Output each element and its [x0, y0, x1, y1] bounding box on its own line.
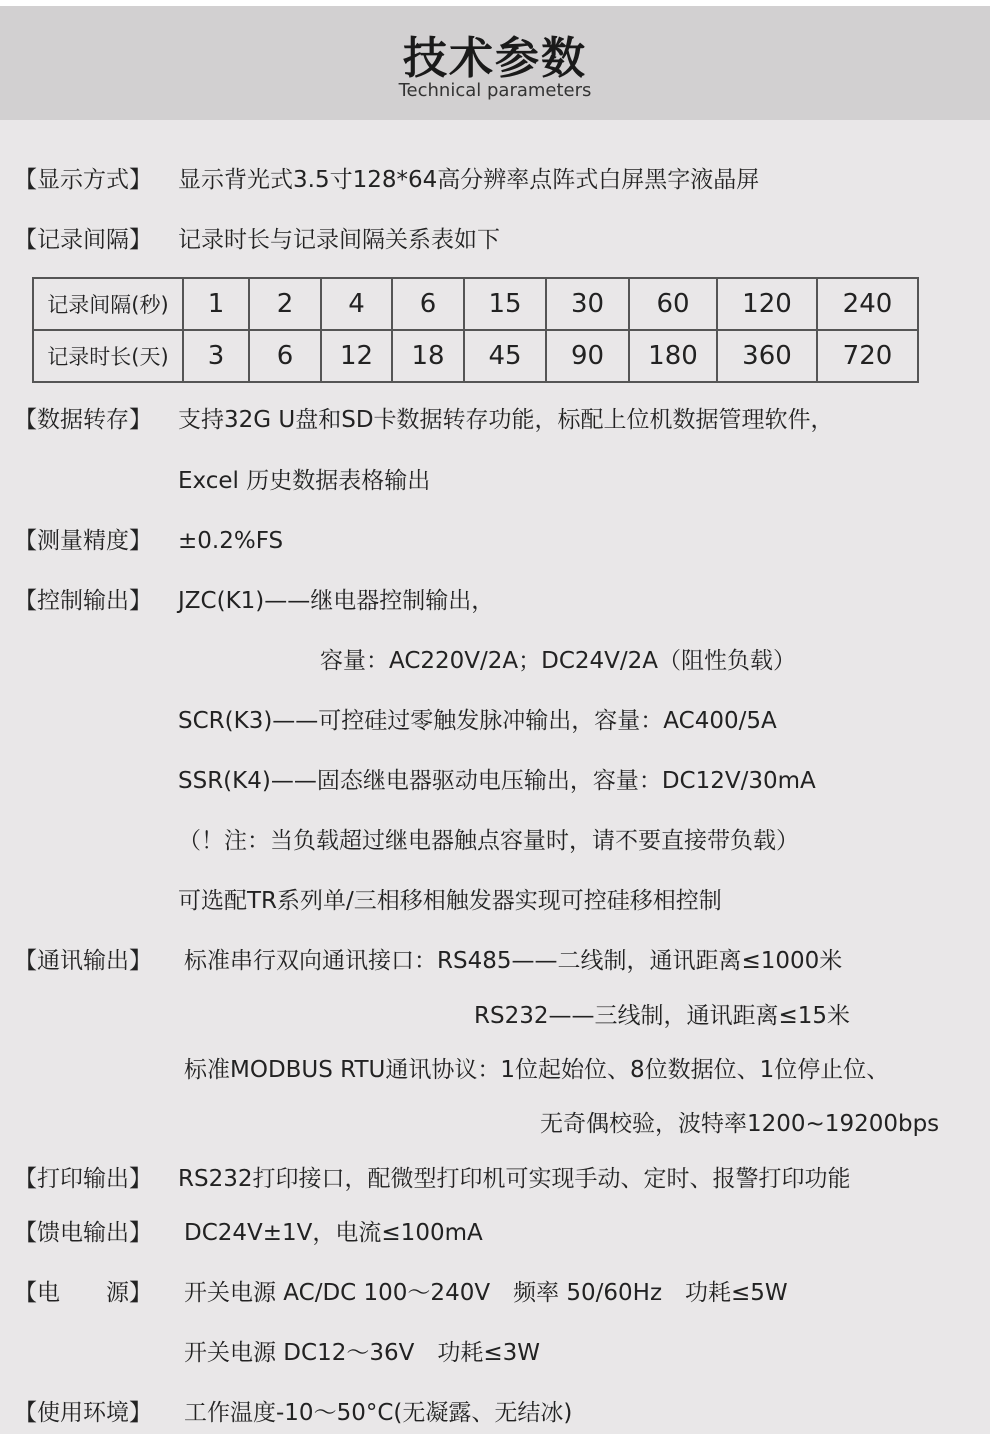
- interval-value: 记录时长与记录间隔关系表如下: [178, 227, 500, 253]
- storage-line: 支持32G U盘和SD卡数据转存功能，标配上位机数据管理软件，: [178, 407, 834, 433]
- table-cell: 90: [546, 330, 629, 382]
- table-row: [33, 278, 918, 330]
- table-cell: 2: [249, 278, 321, 330]
- control-line: 容量：AC220V/2A；DC24V/2A（阻性负载）: [320, 648, 797, 674]
- storage-label: 【数据转存】: [14, 407, 152, 433]
- control-line: SCR(K3)——可控硅过零触发脉冲输出，容量：AC400/5A: [178, 708, 777, 734]
- table-cell: 240: [817, 278, 918, 330]
- display-value: 显示背光式3.5寸128*64高分辨率点阵式白屏黑字液晶屏: [178, 167, 760, 193]
- print-label: 【打印输出】: [14, 1166, 152, 1192]
- table-row: [33, 330, 918, 382]
- feed-value: DC24V±1V，电流≤100mA: [184, 1220, 483, 1246]
- table-cell: 6: [392, 278, 464, 330]
- table-cell: 18: [392, 330, 464, 382]
- control-line: SSR(K4)——固态继电器驱动电压输出，容量：DC12V/30mA: [178, 768, 816, 794]
- env-label: 【使用环境】: [14, 1400, 152, 1426]
- row-header: 记录间隔(秒): [33, 278, 183, 330]
- comm-line: 无奇偶校验，波特率1200~19200bps: [540, 1111, 940, 1137]
- comm-line: RS232——三线制，通讯距离≤15米: [474, 1003, 851, 1029]
- table-cell: 45: [464, 330, 546, 382]
- storage-line: Excel 历史数据表格输出: [178, 468, 431, 494]
- interval-label: 【记录间隔】: [14, 227, 152, 253]
- comm-label: 【通讯输出】: [14, 948, 152, 974]
- table-cell: 360: [717, 330, 817, 382]
- table-cell: 180: [629, 330, 717, 382]
- page-title: 技术参数: [403, 33, 587, 84]
- accuracy-label: 【测量精度】: [14, 528, 152, 554]
- interval-duration-table: [32, 277, 919, 383]
- power-line: 开关电源 DC12～36V 功耗≤3W: [184, 1340, 540, 1366]
- control-line: （！注：当负载超过继电器触点容量时，请不要直接带负载）: [178, 828, 799, 854]
- feed-label: 【馈电输出】: [14, 1220, 152, 1246]
- control-line: 可选配TR系列单/三相移相触发器实现可控硅移相控制: [178, 888, 722, 914]
- comm-line: 标准MODBUS RTU通讯协议：1位起始位、8位数据位、1位停止位、: [184, 1057, 890, 1083]
- table-cell: 1: [183, 278, 249, 330]
- page-subtitle: Technical parameters: [398, 80, 592, 101]
- table-cell: 12: [321, 330, 392, 382]
- table-cell: 720: [817, 330, 918, 382]
- table-cell: 6: [249, 330, 321, 382]
- table-cell: 4: [321, 278, 392, 330]
- table-cell: 3: [183, 330, 249, 382]
- control-label: 【控制输出】: [14, 588, 152, 614]
- table-cell: 15: [464, 278, 546, 330]
- table-cell: 60: [629, 278, 717, 330]
- power-line: 开关电源 AC/DC 100～240V 频率 50/60Hz 功耗≤5W: [184, 1280, 788, 1306]
- table-cell: 120: [717, 278, 817, 330]
- env-value: 工作温度-10～50°C(无凝露、无结冰): [184, 1400, 573, 1426]
- print-value: RS232打印接口，配微型打印机可实现手动、定时、报警打印功能: [178, 1166, 851, 1192]
- display-label: 【显示方式】: [14, 167, 152, 193]
- row-header: 记录时长(天): [33, 330, 183, 382]
- accuracy-value: ±0.2%FS: [178, 528, 284, 554]
- comm-line: 标准串行双向通讯接口：RS485——二线制，通讯距离≤1000米: [184, 948, 843, 974]
- control-line: JZC(K1)——继电器控制输出，: [178, 588, 495, 614]
- table-cell: 30: [546, 278, 629, 330]
- power-label: 【电 源】: [14, 1280, 152, 1306]
